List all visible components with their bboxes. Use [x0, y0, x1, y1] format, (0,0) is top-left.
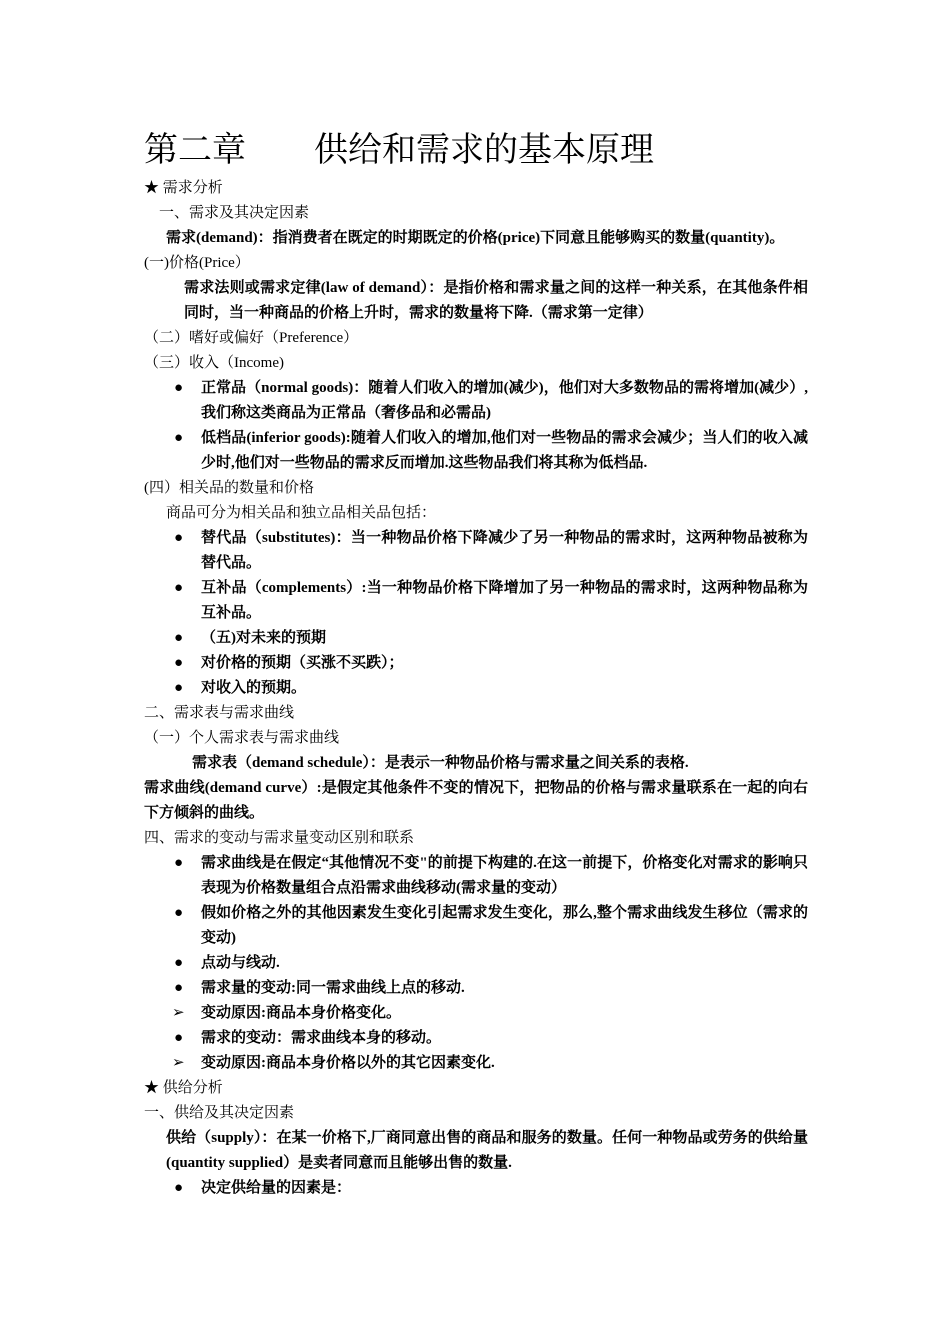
- list-item: ➢ 变动原因:商品本身价格变化。: [144, 1001, 808, 1026]
- list-item: ● （五)对未来的预期: [144, 626, 808, 651]
- subsection-heading: (一)价格(Price）: [144, 255, 250, 271]
- section-heading: 二、需求表与需求曲线: [144, 705, 295, 721]
- bullet-icon: ●: [174, 980, 184, 996]
- subsection-heading: （二）嗜好或偏好（Preference）: [144, 330, 359, 346]
- bullet-icon: ●: [174, 655, 184, 671]
- list-item: ● 正常品（normal goods)：随着人们收入的增加(减少)，他们对大多数物品的需将增加(减少）,我们称这类商品为正常品（奢侈品和必需品): [144, 376, 808, 426]
- subsection-heading: (四）相关品的数量和价格: [144, 480, 314, 496]
- bullet-icon: ●: [174, 630, 184, 646]
- bullet-icon: ●: [174, 1030, 184, 1046]
- paragraph: 需求表（demand schedule）：是表示一种物品价格与需求量之间关系的表格.: [192, 755, 689, 771]
- paragraph: 需求(demand)：指消费者在既定的时期既定的价格(price)下同意且能够购买的数量(quantity)。: [166, 230, 785, 246]
- paragraph: 商品可分为相关品和独立品相关品包括：: [166, 505, 437, 521]
- list-item: ● 需求量的变动:同一需求曲线上点的移动.: [144, 976, 808, 1001]
- list-item: ● 对价格的预期（买涨不买跌）；: [144, 651, 808, 676]
- bullet-icon: ●: [174, 680, 184, 696]
- list-item: ● 点动与线动.: [144, 951, 808, 976]
- section-heading: 四、需求的变动与需求量变动区别和联系: [144, 830, 415, 846]
- list-item: ➢ 变动原因:商品本身价格以外的其它因素变化.: [144, 1051, 808, 1076]
- subsection-heading: （三）收入（Income): [144, 355, 284, 371]
- paragraph: 需求曲线(demand curve）:是假定其他条件不变的情况下，把物品的价格与需求量联系在一起的向右下方倾斜的曲线。: [144, 780, 808, 821]
- list-item: ● 需求曲线是在假定“其他情况不变"的前提下构建的.在这一前提下，价格变化对需求的影响只表现为价格数量组合点沿需求曲线移动(需求量的变动）: [144, 851, 808, 901]
- list-item: ● 对收入的预期。: [144, 676, 808, 701]
- list-item: ● 互补品（complements）:当一种物品价格下降增加了另一种物品的需求时，这两种物品称为互补品。: [144, 576, 808, 626]
- paragraph: 供给（supply）：在某一价格下,厂商同意出售的商品和服务的数量。任何一种物品或劳务的供给量(quantity supplied）是卖者同意而且能够出售的数量.: [166, 1130, 808, 1171]
- arrow-icon: ➢: [172, 1055, 185, 1071]
- document-page: [144, 126, 808, 1201]
- list-item: ● 低档品(inferior goods):随着人们收入的增加,他们对一些物品的需求会减少；当人们的收入减少时,他们对一些物品的需求反而增加.这些物品我们将其称为低档品.: [144, 426, 808, 476]
- bullet-icon: ●: [174, 380, 184, 396]
- bullet-icon: ●: [174, 905, 184, 921]
- list-item: ● 需求的变动：需求曲线本身的移动。: [144, 1026, 808, 1051]
- bullet-icon: ●: [174, 530, 184, 546]
- bullet-icon: ●: [174, 955, 184, 971]
- subsection-heading: 一、供给及其决定因素: [144, 1105, 295, 1121]
- paragraph: 需求法则或需求定律(law of demand）：是指价格和需求量之间的这样一种关系，在其他条件相同时，当一种商品的价格上升时，需求的数量将下降.（需求第一定律）: [184, 280, 808, 321]
- arrow-icon: ➢: [172, 1005, 185, 1021]
- chapter-title: 第二章 供给和需求的基本原理: [144, 132, 654, 169]
- section-heading: ★ 供给分析: [144, 1080, 223, 1096]
- list-item: ● 假如价格之外的其他因素发生变化引起需求发生变化，那么,整个需求曲线发生移位（需求的变动): [144, 901, 808, 951]
- bullet-icon: ●: [174, 1180, 184, 1196]
- subsection-heading: 一、需求及其决定因素: [159, 205, 310, 221]
- bullet-icon: ●: [174, 855, 184, 871]
- list-item: ● 替代品（substitutes)：当一种物品价格下降减少了另一种物品的需求时，这两种物品被称为替代品。: [144, 526, 808, 576]
- subsection-heading: （一）个人需求表与需求曲线: [144, 730, 340, 746]
- bullet-icon: ●: [174, 580, 184, 596]
- list-item: ● 决定供给量的因素是：: [144, 1176, 808, 1201]
- bullet-icon: ●: [174, 430, 184, 446]
- section-heading: ★ 需求分析: [144, 180, 223, 196]
